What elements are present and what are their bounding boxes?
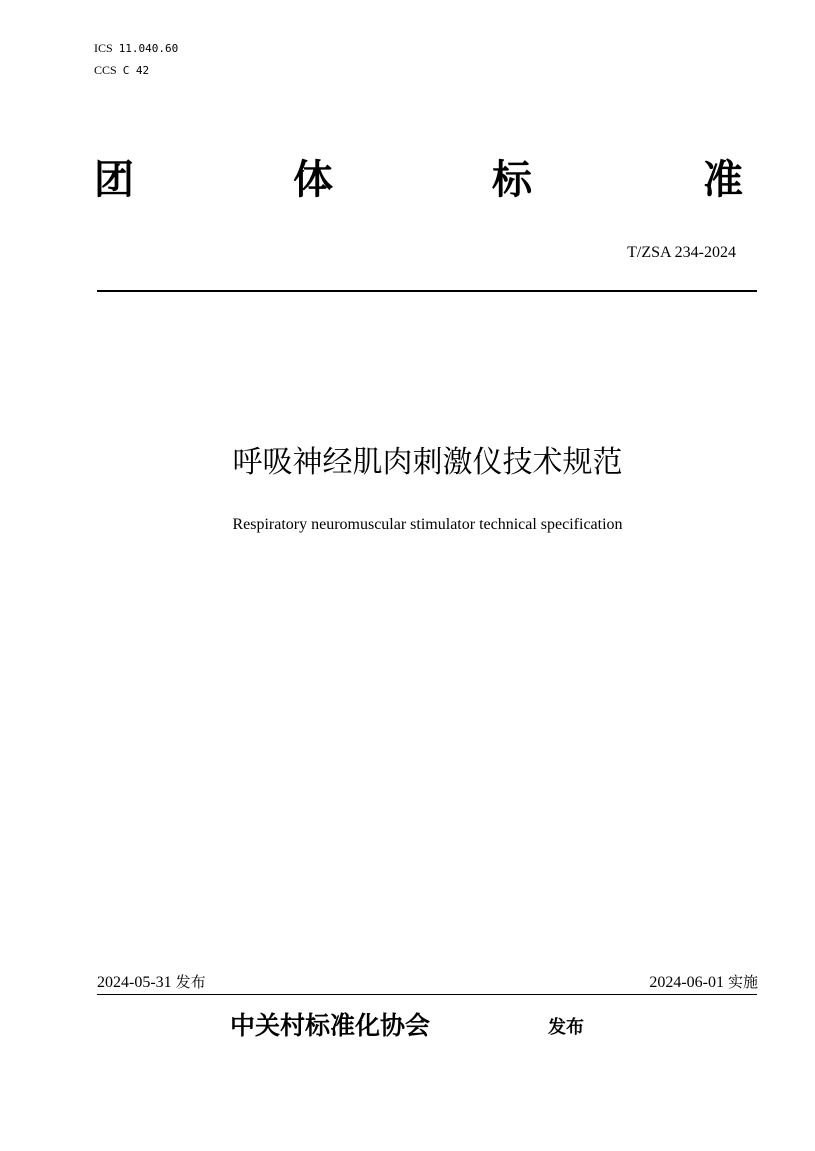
ics-label: ICS (94, 41, 113, 55)
standard-type-char-1: 团 (94, 157, 134, 203)
title-chinese: 呼吸神经肌肉刺激仪技术规范 (232, 445, 623, 480)
ics-code (94, 41, 178, 56)
ccs-value: C 42 (122, 64, 150, 77)
release-label: 发布 (175, 973, 206, 991)
ccs-code (94, 63, 149, 78)
standard-type-char-4: 准 (703, 157, 743, 203)
standard-type-char-3: 标 (492, 157, 532, 203)
release-date: 2024-05-31 (97, 974, 172, 991)
bottom-divider (97, 994, 757, 995)
implement-label: 实施 (727, 973, 758, 991)
implement-date-line (649, 973, 758, 992)
ccs-label: CCS (94, 63, 117, 77)
implement-date: 2024-06-01 (649, 974, 724, 991)
title-english: Respiratory neuromuscular stimulator technical specification (232, 516, 623, 533)
publisher-name: 中关村标准化协会 (230, 1011, 431, 1040)
release-date-line (97, 973, 206, 992)
ics-value: 11.040.60 (118, 42, 179, 55)
top-divider (97, 290, 757, 292)
standard-type-char-2: 体 (293, 157, 333, 203)
standard-number: T/ZSA 234-2024 (627, 244, 736, 261)
publisher-action: 发布 (548, 1017, 584, 1038)
